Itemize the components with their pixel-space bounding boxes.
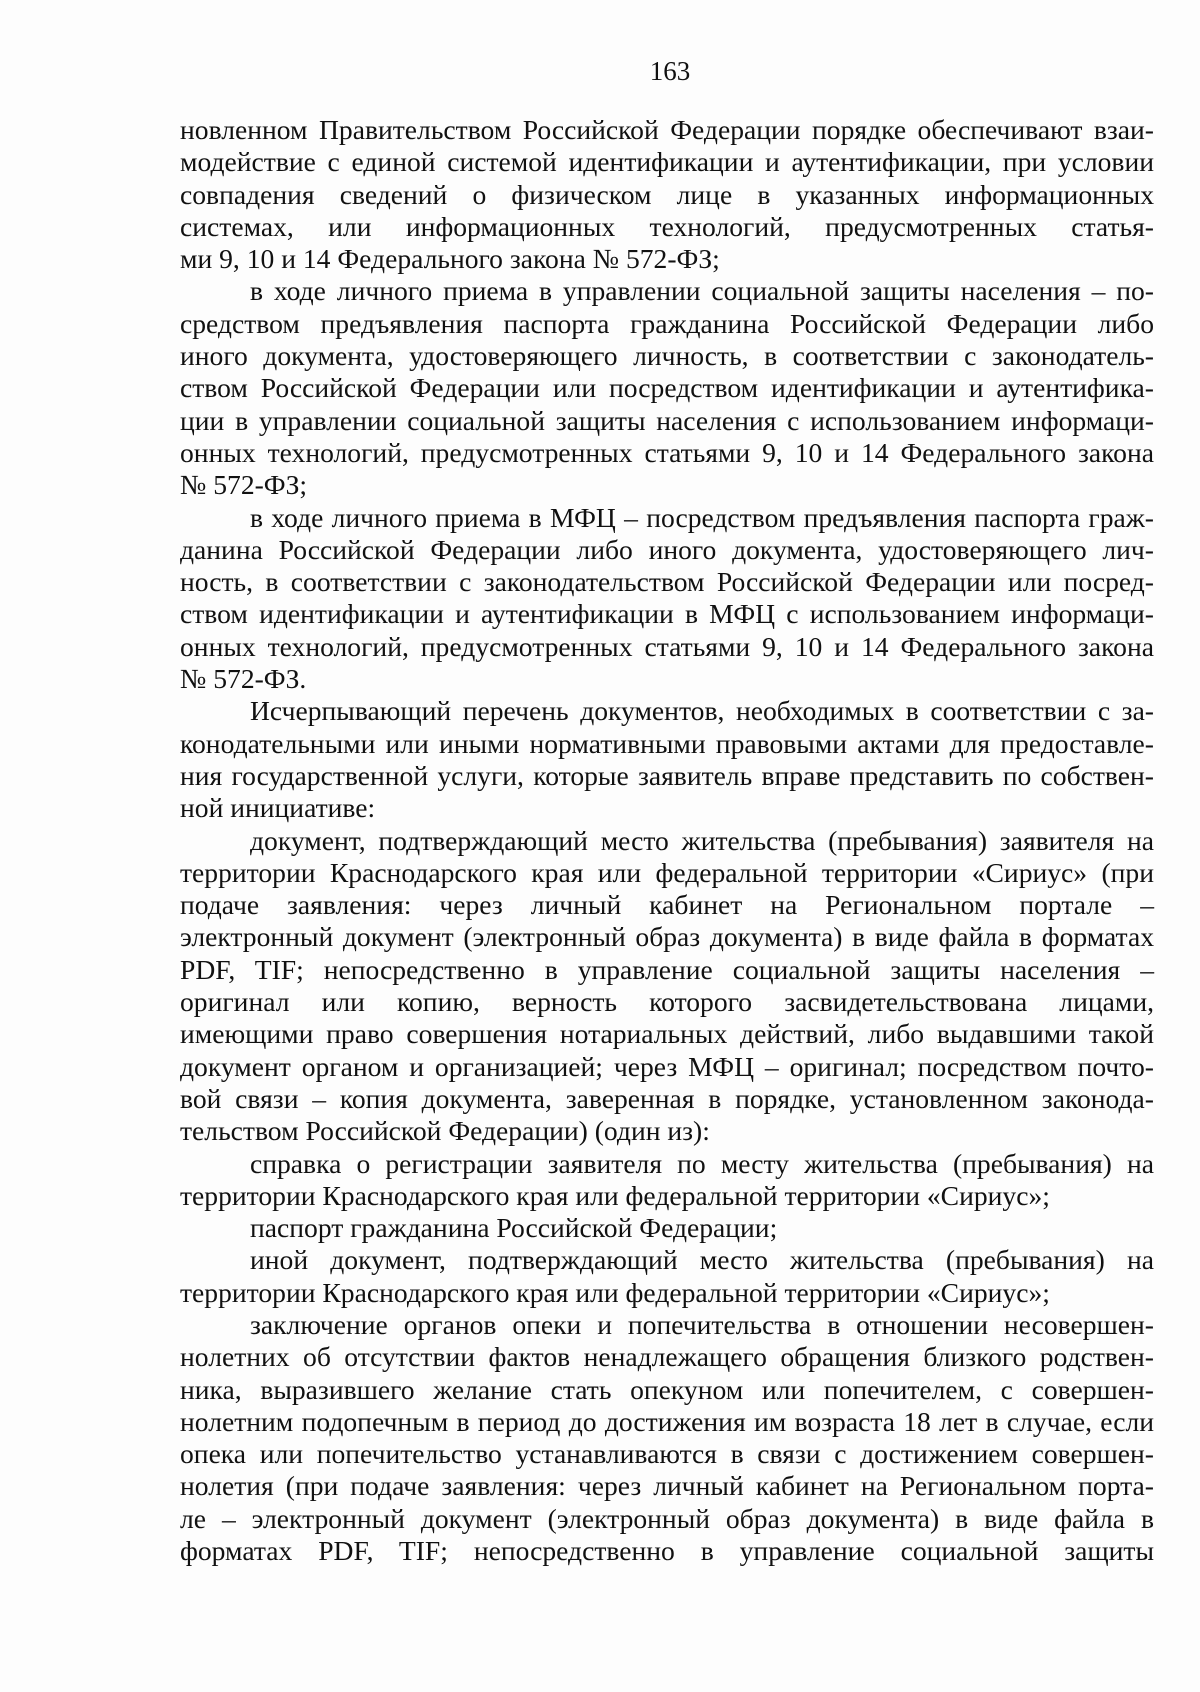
text-line: справка о регистрации заявителя по месту жительства (пребывания) на <box>250 1147 1154 1179</box>
text-line: данина Российской Федерации либо иного документа, удостоверяющего лич- <box>180 533 1154 565</box>
text-line: Исчерпывающий перечень документов, необходимых в соответствии с за- <box>250 695 1154 727</box>
text-line: ством идентификации и аутентификации в МФЦ с использованием информаци- <box>180 598 1154 630</box>
text-line: совпадения сведений о физическом лице в указанных информационных <box>180 178 1154 210</box>
text-line: электронный документ (электронный образ документа) в виде файла в форматах <box>180 921 1154 953</box>
text-line: № 572-ФЗ; <box>180 469 308 501</box>
text-line: в ходе личного приема в управлении социальной защиты населения – по- <box>250 275 1154 307</box>
text-line: ле – электронный документ (электронный образ документа) в виде файла в <box>180 1502 1154 1534</box>
text-line: конодательными или иными нормативными правовыми актами для предоставле- <box>180 727 1154 759</box>
text-line: иного документа, удостоверяющего личность, в соответствии с законодатель- <box>180 340 1154 372</box>
text-line: PDF, TIF; непосредственно в управление социальной защиты населения – <box>180 953 1154 985</box>
text-line: ми 9, 10 и 14 Федерального закона № 572-ФЗ; <box>180 243 720 275</box>
text-line: нолетним подопечным в период до достижения им возраста 18 лет в случае, если <box>180 1405 1154 1437</box>
text-line: документ, подтверждающий место жительства (пребывания) заявителя на <box>250 824 1154 856</box>
text-line: ника, выразившего желание стать опекуном или попечителем, с совершен- <box>180 1373 1154 1405</box>
text-line: ния государственной услуги, которые заявитель вправе представить по собствен- <box>180 759 1154 791</box>
text-line: ность, в соответствии с законодательством Российской Федерации или посред- <box>180 566 1154 598</box>
text-line: территории Краснодарского края или федеральной территории «Сириус» (при <box>180 856 1154 888</box>
text-line: паспорт гражданина Российской Федерации; <box>250 1212 778 1244</box>
text-line: вой связи – копия документа, заверенная в порядке, установленном законода- <box>180 1082 1154 1114</box>
text-line: подаче заявления: через личный кабинет на Региональном портале – <box>180 889 1154 921</box>
text-line: онных технологий, предусмотренных статьями 9, 10 и 14 Федерального закона <box>180 436 1154 468</box>
text-line: оригинал или копию, верность которого засвидетельствована лицами, <box>180 986 1154 1018</box>
text-line: онных технологий, предусмотренных статьями 9, 10 и 14 Федерального закона <box>180 630 1154 662</box>
text-line: тельством Российской Федерации) (один из): <box>180 1115 710 1147</box>
text-line: новленном Правительством Российской Федерации порядке обеспечивают взаи- <box>180 114 1154 145</box>
text-line: форматах PDF, TIF; непосредственно в управление социальной защиты <box>180 1535 1154 1567</box>
text-line: нолетних об отсутствии фактов ненадлежащего обращения близкого родствен- <box>180 1341 1154 1373</box>
text-line: ной инициативе: <box>180 792 376 824</box>
text-line: ции в управлении социальной защиты населения с использованием информаци- <box>180 404 1154 436</box>
text-line: модействие с единой системой идентификации и аутентификации, при условии <box>180 146 1154 178</box>
page-number: 163 <box>649 56 691 86</box>
text-line: № 572-ФЗ. <box>180 663 307 695</box>
text-line: территории Краснодарского края или федеральной территории «Сириус»; <box>180 1276 1050 1308</box>
text-line: средством предъявления паспорта гражданина Российской Федерации либо <box>180 307 1154 339</box>
text-line: опека или попечительство устанавливаются в связи с достижением совершен- <box>180 1438 1154 1470</box>
document-body <box>180 114 1154 1567</box>
text-line: заключение органов опеки и попечительства в отношении несовершен- <box>250 1308 1154 1340</box>
text-line: нолетия (при подаче заявления: через личный кабинет на Региональном порта- <box>180 1470 1154 1502</box>
text-line: иной документ, подтверждающий место жительства (пребывания) на <box>250 1244 1154 1276</box>
text-line: системах, или информационных технологий, предусмотренных статья- <box>180 210 1154 242</box>
text-line: имеющими право совершения нотариальных действий, либо выдавшими такой <box>180 1018 1154 1050</box>
text-line: территории Краснодарского края или федеральной территории «Сириус»; <box>180 1179 1050 1211</box>
text-line: ством Российской Федерации или посредством идентификации и аутентифика- <box>180 372 1154 404</box>
text-line: документ органом и организацией; через МФЦ – оригинал; посредством почто- <box>180 1050 1154 1082</box>
text-line: в ходе личного приема в МФЦ – посредством предъявления паспорта граж- <box>250 501 1154 533</box>
